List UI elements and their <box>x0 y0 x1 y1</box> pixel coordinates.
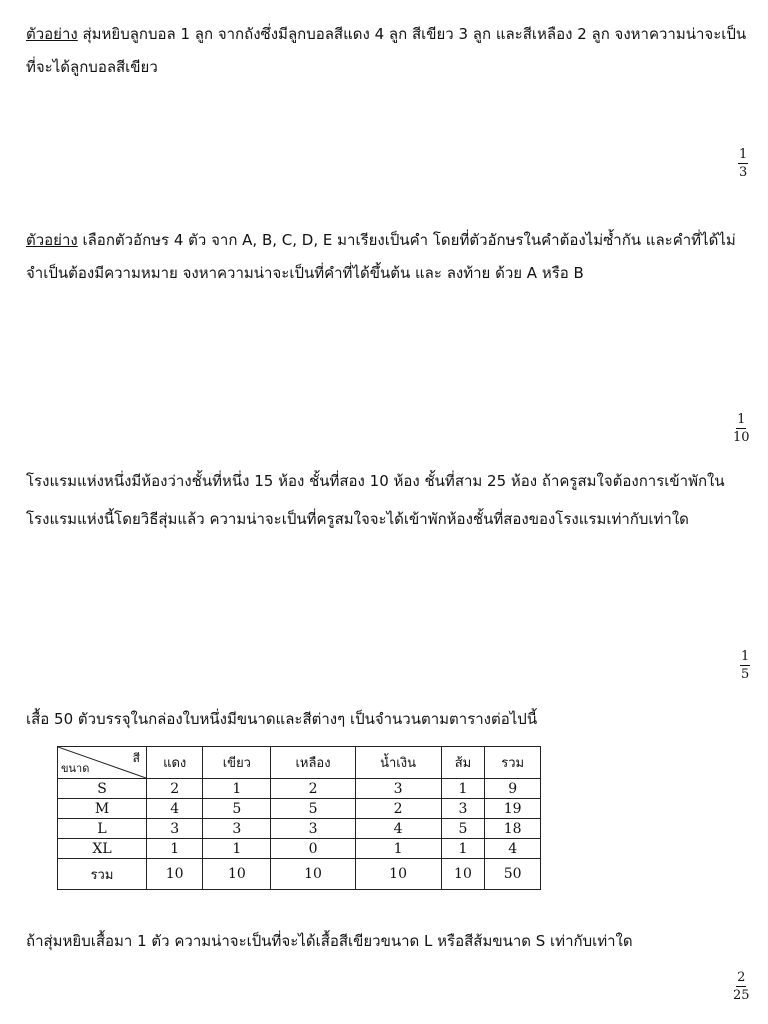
answer-2-numerator: 1 <box>737 412 746 427</box>
header-green: เขียว <box>203 747 271 779</box>
table-cell: 5 <box>441 819 485 839</box>
table-cell: 1 <box>355 839 441 859</box>
total-cell: 10 <box>203 859 271 890</box>
problem-4-intro <box>26 703 754 736</box>
table-cell: 1 <box>203 839 271 859</box>
table-row <box>58 799 541 819</box>
table-row <box>58 839 541 859</box>
header-yellow: เหลือง <box>271 747 355 779</box>
answer-3-denominator: 5 <box>741 667 750 682</box>
problem-1-body: สุ่มหยิบลูกบอล 1 ลูก จากถังซึ่งมีลูกบอลสีแดง 4 ลูก สีเขียว 3 ลูก และสีเหลือง 2 ลูก จงหาความน่าจะเป็นที่จะได้ลูกบอลสีเขียว <box>26 25 747 76</box>
table-cell: 3 <box>147 819 203 839</box>
table-cell: 5 <box>271 799 355 819</box>
answer-3-fraction <box>740 649 750 682</box>
answer-3-numerator: 1 <box>741 649 750 664</box>
table-cell: 5 <box>203 799 271 819</box>
table-cell: 18 <box>485 819 541 839</box>
table-cell: 4 <box>147 799 203 819</box>
table-row <box>58 779 541 799</box>
problem-3-text <box>26 462 754 538</box>
table-cell: 2 <box>271 779 355 799</box>
table-corner-cell <box>58 747 147 779</box>
problem-2-body: เลือกตัวอักษร 4 ตัว จาก A, B, C, D, E มาเรียงเป็นคำ โดยที่ตัวอักษรในคำต้องไม่ซ้ำกัน และคำที่ได้ไม่จำเป็นต้องมีความหมาย จงหาความน่าจะเป็นที่คำที่ได้ขึ้นต้น และ ลงท้าย ด้วย A หรือ B <box>26 231 736 282</box>
example-label: ตัวอย่าง <box>26 231 78 249</box>
table-header-row <box>58 747 541 779</box>
problem-1-text <box>26 18 754 84</box>
problem-4-body: ถ้าสุ่มหยิบเสื้อมา 1 ตัว ความน่าจะเป็นที่จะได้เสื้อสีเขียวขนาด L หรือสีส้มขนาด S เท่ากับเท่าใด <box>26 932 633 950</box>
table-cell: 19 <box>485 799 541 819</box>
answer-4-fraction <box>733 970 750 1003</box>
header-total: รวม <box>485 747 541 779</box>
answer-4-denominator: 25 <box>733 988 750 1003</box>
total-cell: 10 <box>147 859 203 890</box>
answer-2-fraction <box>733 412 750 445</box>
table-cell: 1 <box>147 839 203 859</box>
table-cell: 4 <box>485 839 541 859</box>
table-cell: 9 <box>485 779 541 799</box>
table-cell: 3 <box>271 819 355 839</box>
size-cell: M <box>58 799 147 819</box>
example-label: ตัวอย่าง <box>26 25 78 43</box>
total-cell: 10 <box>355 859 441 890</box>
table-row <box>58 819 541 839</box>
total-label: รวม <box>58 859 147 890</box>
header-red: แดง <box>147 747 203 779</box>
answer-1-numerator: 1 <box>739 147 748 162</box>
problem-4-question <box>26 925 754 958</box>
table-cell: 0 <box>271 839 355 859</box>
table-cell: 1 <box>441 839 485 859</box>
corner-size-label: ขนาด <box>61 762 90 775</box>
header-orange: ส้ม <box>441 747 485 779</box>
size-cell: L <box>58 819 147 839</box>
problem-4-intro-text: เสื้อ 50 ตัวบรรจุในกล่องใบหนึ่งมีขนาดและสีต่างๆ เป็นจำนวนตามตารางต่อไปนี้ <box>26 710 538 728</box>
total-cell: 10 <box>441 859 485 890</box>
problem-2-text <box>26 224 754 290</box>
table-cell: 3 <box>203 819 271 839</box>
table-cell: 4 <box>355 819 441 839</box>
answer-2-denominator: 10 <box>733 430 750 445</box>
table-cell: 1 <box>441 779 485 799</box>
problem-3-body: โรงแรมแห่งหนึ่งมีห้องว่างชั้นที่หนึ่ง 15 ห้อง ชั้นที่สอง 10 ห้อง ชั้นที่สาม 25 ห้อง ถ้าครูสมใจต้องการเข้าพักในโรงแรมแห่งนี้โดยวิธีสุ่มแล้ว ความน่าจะเป็นที่ครูสมใจจะได้เข้าพักห้องชั้นที่สองของโรงแรมเท่ากับเท่าใด <box>26 472 725 528</box>
total-cell: 50 <box>485 859 541 890</box>
table-cell: 1 <box>203 779 271 799</box>
answer-1-fraction <box>738 147 748 180</box>
table-cell: 3 <box>441 799 485 819</box>
total-cell: 10 <box>271 859 355 890</box>
table-cell: 3 <box>355 779 441 799</box>
size-cell: XL <box>58 839 147 859</box>
table-total-row <box>58 859 541 890</box>
table-cell: 2 <box>355 799 441 819</box>
corner-color-label: สี <box>132 751 140 765</box>
answer-1-denominator: 3 <box>739 165 748 180</box>
size-cell: S <box>58 779 147 799</box>
answer-4-numerator: 2 <box>737 970 746 985</box>
shirt-table <box>57 746 541 890</box>
header-blue: น้ำเงิน <box>355 747 441 779</box>
table-cell: 2 <box>147 779 203 799</box>
